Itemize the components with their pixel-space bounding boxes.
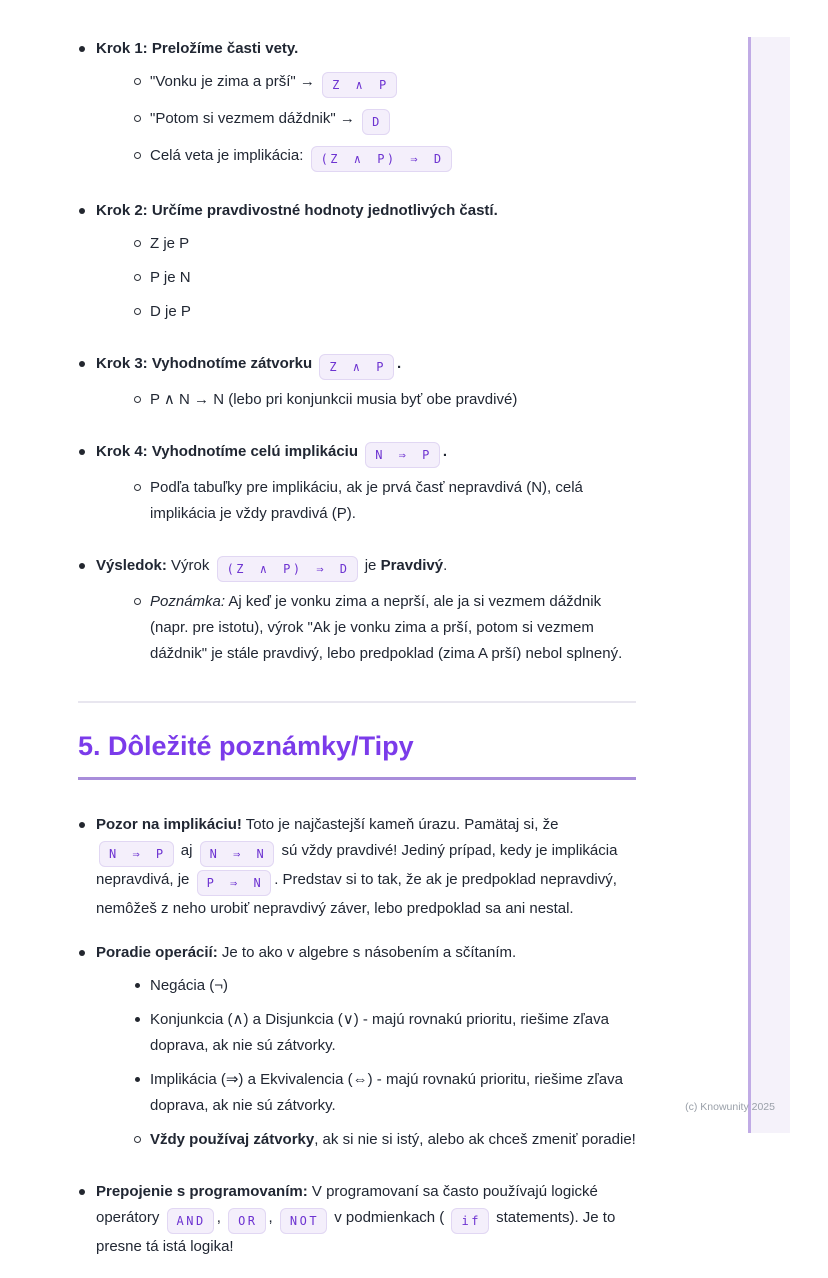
result-punct: .	[443, 557, 448, 574]
code-badge: N ⇒ P	[99, 841, 174, 867]
tip-item-implication	[78, 812, 636, 922]
tip-label: Poradie operácií:	[96, 944, 218, 961]
code-badge: Z ∧ P	[322, 72, 397, 98]
tip-text: V programovaní sa často používajú logické operátory	[96, 1183, 598, 1226]
bullet-circle-icon	[134, 299, 150, 325]
code-badge: P ⇒ N	[197, 870, 272, 896]
result-verdict: Pravdivý	[380, 557, 444, 574]
bullet-disc-icon	[78, 553, 96, 675]
sub-text: Celá veta je implikácia:	[150, 147, 304, 164]
section-heading: 5. Dôležité poznámky/Tipy	[78, 729, 636, 780]
step-title-text: Krok 4: Vyhodnotíme celú implikáciu	[96, 443, 359, 460]
sub-text: Podľa tabuľky pre implikáciu, ak je prvá časť nepravdivá (N), celá implikácia je vždy pravdivá (P).	[150, 479, 583, 522]
result-label: Výsledok:	[96, 557, 167, 574]
section-divider	[78, 701, 636, 703]
tip-text: statements). Je to presne tá istá logika!	[96, 1209, 616, 1255]
bullet-disc-icon	[78, 812, 96, 922]
bullet-circle-icon	[134, 143, 150, 172]
bullet-disc-icon	[78, 198, 96, 333]
sub-item	[134, 106, 636, 135]
document-content	[78, 36, 636, 1278]
code-badge: NOT	[280, 1208, 327, 1234]
result-text: Výrok	[171, 557, 210, 574]
code-badge: N ⇒ N	[200, 841, 275, 867]
tip-title-line	[96, 940, 636, 966]
tip-text: ,	[268, 1209, 273, 1226]
tip-text: v podmienkach (	[334, 1209, 445, 1226]
tip-text: Je to ako v algebre s násobením a sčítaním.	[221, 944, 517, 961]
step-title-text: Krok 3: Vyhodnotíme zátvorku	[96, 355, 313, 372]
footer-copyright: (c) Knowunity 2025	[685, 1101, 775, 1113]
tip-item-programming	[78, 1179, 636, 1260]
step-title-text: Krok 2: Určíme pravdivostné hodnoty jednotlivých častí.	[96, 202, 498, 219]
result-item	[78, 553, 636, 675]
tip-text: aj	[180, 842, 193, 859]
step-title	[96, 198, 636, 224]
tip-text: sú vždy pravdivé! Jediný prípad, kedy je implikácia nepravdivá, je	[96, 842, 618, 888]
code-badge: AND	[167, 1208, 214, 1234]
step-title-punct: .	[396, 355, 402, 372]
tip-text: ,	[216, 1209, 221, 1226]
sub-text: "Vonku je zima a prší" →	[150, 73, 315, 90]
tip-item-precedence	[78, 940, 636, 1161]
step-item-2	[78, 198, 636, 333]
note-bold: Vždy používaj zátvorky	[150, 1131, 315, 1148]
note-item	[134, 589, 636, 667]
note-label: Poznámka:	[150, 593, 226, 610]
code-badge: N ⇒ P	[365, 442, 440, 468]
bullet-disc-icon	[134, 973, 150, 999]
bullet-disc-icon	[78, 36, 96, 180]
note-text: Aj keď je vonku zima a neprší, ale ja si vezmem dáždnik (napr. pre istotu), výrok "Ak je vonku zima a prší, potom si vezmem dáždnik" je stále pravdivý, lebo predpoklad (zima A prší) nebol splnený.	[150, 593, 623, 662]
code-badge: OR	[228, 1208, 265, 1234]
precedence-text: Konjunkcia (∧) a Disjunkcia (∨) - majú rovnakú prioritu, riešime zľava doprava, ak nie sú zátvorky.	[150, 1011, 609, 1054]
code-badge: (Z ∧ P) ⇒ D	[217, 556, 358, 582]
bullet-disc-icon	[134, 1007, 150, 1059]
bullet-circle-icon	[134, 387, 150, 413]
result-line	[96, 553, 636, 582]
sub-text: D je P	[150, 303, 191, 320]
sub-item	[134, 69, 636, 98]
note-text: , ak si nie si istý, alebo ak chceš zmeniť poradie!	[314, 1131, 636, 1148]
bullet-circle-icon	[134, 265, 150, 291]
sub-text: P je N	[150, 269, 191, 286]
bullet-disc-icon	[78, 351, 96, 421]
tip-label: Prepojenie s programovaním:	[96, 1183, 308, 1200]
code-badge: Z ∧ P	[319, 354, 394, 380]
precedence-text: Negácia (¬)	[150, 977, 228, 994]
step-title-text: Krok 1: Preložíme časti vety.	[96, 40, 299, 57]
sub-text: Z je P	[150, 235, 190, 252]
step-title	[96, 36, 636, 62]
sub-text: P ∧ N → N (lebo pri konjunkcii musia byť obe pravdivé)	[150, 391, 518, 408]
result-text: je	[364, 557, 377, 574]
bullet-circle-icon	[134, 106, 150, 135]
tip-text: Toto je najčastejší kameň úrazu. Pamätaj si, že	[245, 816, 559, 833]
precedence-text: Implikácia (⇒) a Ekvivalencia (⇔) - majú rovnakú prioritu, riešime zľava doprava, ak nie sú zátvorky.	[150, 1071, 623, 1114]
code-badge: D	[362, 109, 390, 135]
precedence-note	[134, 1127, 636, 1153]
code-badge: if	[451, 1208, 488, 1234]
sub-item	[134, 231, 636, 257]
sub-item	[134, 299, 636, 325]
bullet-circle-icon	[134, 69, 150, 98]
step-item-1	[78, 36, 636, 180]
bullet-disc-icon	[78, 940, 96, 1161]
bullet-circle-icon	[134, 589, 150, 667]
sub-item	[134, 475, 636, 527]
bullet-disc-icon	[78, 1179, 96, 1260]
sub-item	[134, 143, 636, 172]
sub-item	[134, 387, 636, 413]
page-edge-strip	[751, 37, 790, 1133]
precedence-item	[134, 973, 636, 999]
bullet-circle-icon	[134, 475, 150, 527]
sub-item	[134, 265, 636, 291]
tip-label: Pozor na implikáciu!	[96, 816, 242, 833]
step-title	[96, 351, 636, 380]
step-item-4	[78, 439, 636, 535]
bullet-circle-icon	[134, 1127, 150, 1153]
code-badge: (Z ∧ P) ⇒ D	[311, 146, 452, 172]
tip-text: . Predstav si to tak, že ak je predpoklad nepravdivý, nemôžeš z neho urobiť nepravdivý záver, lebo predpoklad sa ani nestal.	[96, 871, 617, 917]
precedence-item	[134, 1007, 636, 1059]
sub-text: "Potom si vezmem dáždnik" →	[150, 110, 355, 127]
bullet-disc-icon	[78, 439, 96, 535]
step-item-3	[78, 351, 636, 421]
step-title-punct: .	[442, 443, 447, 460]
step-title	[96, 439, 636, 468]
bullet-circle-icon	[134, 231, 150, 257]
